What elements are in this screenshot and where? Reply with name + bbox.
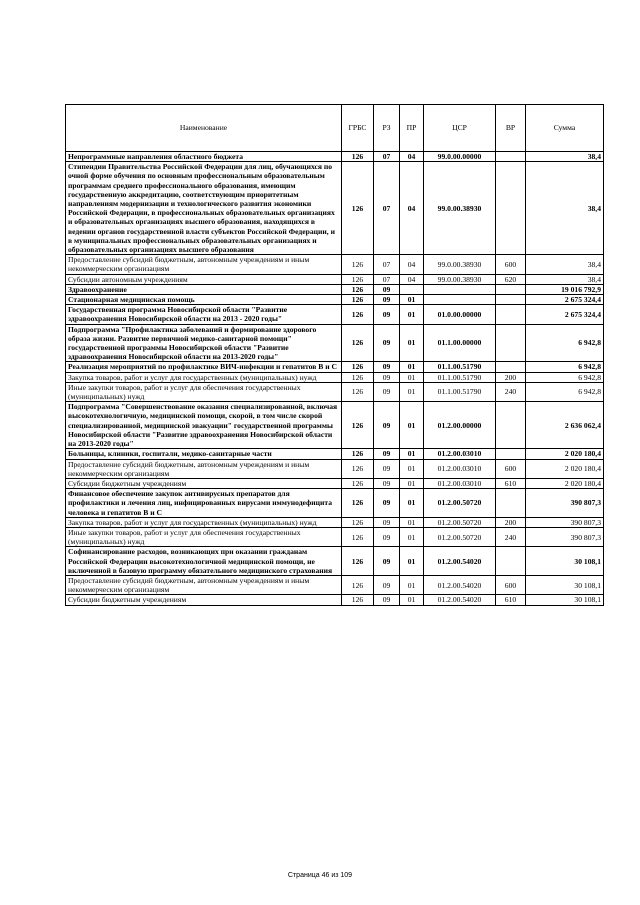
table-row [66, 274, 604, 284]
table-row [66, 478, 604, 488]
row-rz-cell: 09 [374, 402, 400, 449]
page-number: Страница 46 из 109 [287, 872, 353, 879]
table-row [66, 459, 604, 478]
row-pr-cell: 01 [400, 595, 424, 605]
row-sum-cell: 390 807,3 [526, 489, 604, 518]
row-vr-cell [496, 305, 526, 324]
row-pr-cell: 01 [400, 449, 424, 459]
row-grbs-cell: 126 [342, 362, 374, 372]
row-sum-cell: 2 636 062,4 [526, 402, 604, 449]
row-csr-cell: 99.0.00.00000 [424, 152, 496, 162]
table-row [66, 402, 604, 449]
row-rz-cell: 07 [374, 162, 400, 255]
row-sum-cell: 2 675 324,4 [526, 305, 604, 324]
row-pr-cell: 04 [400, 255, 424, 274]
row-rz-cell: 09 [374, 372, 400, 382]
header-sum: Сумма [526, 105, 604, 152]
row-pr-cell: 01 [400, 459, 424, 478]
budget-table [65, 104, 604, 606]
row-grbs-cell: 126 [342, 324, 374, 362]
row-vr-cell: 600 [496, 575, 526, 594]
table-row [66, 382, 604, 401]
row-rz-cell: 07 [374, 152, 400, 162]
row-name-cell: Софинансирование расходов, возникающих при оказании гражданам Российской Федерации высокотехнологичной медицинской помощи, не включенной в базовую программу обязательного медицинского страхования [66, 547, 342, 576]
row-name-cell: Субсидии автономным учреждениям [66, 274, 342, 284]
table-row [66, 575, 604, 594]
row-csr-cell: 99.0.00.38930 [424, 255, 496, 274]
row-csr-cell: 01.1.00.51790 [424, 372, 496, 382]
row-rz-cell: 09 [374, 295, 400, 305]
row-pr-cell: 01 [400, 305, 424, 324]
row-sum-cell: 30 108,1 [526, 595, 604, 605]
row-sum-cell: 2 020 180,4 [526, 449, 604, 459]
table-row [66, 449, 604, 459]
row-grbs-cell: 126 [342, 152, 374, 162]
row-name-cell: Иные закупки товаров, работ и услуг для обеспечения государственных (муниципальных) нужд [66, 382, 342, 401]
row-sum-cell: 390 807,3 [526, 527, 604, 546]
row-csr-cell: 01.2.00.54020 [424, 575, 496, 594]
row-name-cell: Субсидии бюджетным учреждениям [66, 478, 342, 488]
row-grbs-cell: 126 [342, 575, 374, 594]
row-csr-cell: 01.2.00.03010 [424, 459, 496, 478]
row-vr-cell: 610 [496, 478, 526, 488]
row-csr-cell: 01.1.00.51790 [424, 382, 496, 401]
row-name-cell: Предоставление субсидий бюджетным, автономным учреждениям и иным некоммерческим организациям [66, 575, 342, 594]
row-grbs-cell: 126 [342, 305, 374, 324]
row-rz-cell: 09 [374, 459, 400, 478]
row-vr-cell [496, 547, 526, 576]
row-sum-cell: 19 016 792,9 [526, 284, 604, 294]
row-rz-cell: 09 [374, 324, 400, 362]
row-csr-cell: 01.2.00.50720 [424, 489, 496, 518]
row-sum-cell: 30 108,1 [526, 547, 604, 576]
row-name-cell: Предоставление субсидий бюджетным, автономным учреждениям и иным некоммерческим организациям [66, 459, 342, 478]
row-name-cell: Стационарная медицинская помощь [66, 295, 342, 305]
table-row [66, 372, 604, 382]
row-sum-cell: 390 807,3 [526, 517, 604, 527]
table-row [66, 527, 604, 546]
row-vr-cell: 200 [496, 517, 526, 527]
row-vr-cell: 240 [496, 382, 526, 401]
row-csr-cell: 01.2.00.03010 [424, 478, 496, 488]
table-row [66, 489, 604, 518]
header-name: Наименование [66, 105, 342, 152]
row-vr-cell [496, 162, 526, 255]
header-grbs: ГРБС [342, 105, 374, 152]
row-csr-cell: 99.0.00.38930 [424, 162, 496, 255]
row-name-cell: Субсидии бюджетным учреждениям [66, 595, 342, 605]
row-name-cell: Подпрограмма "Профилактика заболеваний и формирование здорового образа жизни. Развитие первичной медико-санитарной помощи" государственной программы Новосибирской области "Развитие здравоохранения Новосибирской области на 2013-2020 годы" [66, 324, 342, 362]
header-rz: РЗ [374, 105, 400, 152]
row-csr-cell: 01.2.00.50720 [424, 517, 496, 527]
row-sum-cell: 6 942,8 [526, 324, 604, 362]
table-row [66, 547, 604, 576]
row-vr-cell [496, 295, 526, 305]
row-sum-cell: 2 675 324,4 [526, 295, 604, 305]
row-name-cell: Финансовое обеспечение закупок антивирусных препаратов для профилактики и лечения лиц, инфицированных вирусами иммунодефицита человека и гепатитов В и С [66, 489, 342, 518]
row-pr-cell: 01 [400, 527, 424, 546]
row-sum-cell: 2 020 180,4 [526, 478, 604, 488]
row-pr-cell: 01 [400, 382, 424, 401]
row-csr-cell: 01.2.00.54020 [424, 595, 496, 605]
row-name-cell: Больницы, клиники, госпитали, медико-санитарные части [66, 449, 342, 459]
row-rz-cell: 09 [374, 449, 400, 459]
row-csr-cell: 01.1.00.00000 [424, 324, 496, 362]
row-sum-cell: 38,4 [526, 255, 604, 274]
row-pr-cell: 01 [400, 295, 424, 305]
row-csr-cell [424, 295, 496, 305]
table-row [66, 162, 604, 255]
row-rz-cell: 07 [374, 255, 400, 274]
row-grbs-cell: 126 [342, 478, 374, 488]
table-row [66, 295, 604, 305]
row-sum-cell: 38,4 [526, 162, 604, 255]
row-pr-cell: 01 [400, 402, 424, 449]
row-sum-cell: 30 108,1 [526, 575, 604, 594]
row-pr-cell: 01 [400, 575, 424, 594]
table-row [66, 517, 604, 527]
row-pr-cell: 01 [400, 372, 424, 382]
row-name-cell: Иные закупки товаров, работ и услуг для обеспечения государственных (муниципальных) нужд [66, 527, 342, 546]
row-name-cell: Реализация мероприятий по профилактике ВИЧ-инфекции и гепатитов В и С [66, 362, 342, 372]
row-pr-cell: 01 [400, 362, 424, 372]
table-header-row [66, 105, 604, 152]
row-grbs-cell: 126 [342, 372, 374, 382]
row-name-cell: Закупка товаров, работ и услуг для государственных (муниципальных) нужд [66, 372, 342, 382]
row-sum-cell: 38,4 [526, 152, 604, 162]
table-row [66, 305, 604, 324]
row-vr-cell: 610 [496, 595, 526, 605]
table-row [66, 595, 604, 605]
row-vr-cell: 600 [496, 255, 526, 274]
row-vr-cell [496, 402, 526, 449]
table-row [66, 255, 604, 274]
row-name-cell: Подпрограмма "Совершенствование оказания специализированной, включая высокотехнологичную, медицинской помощи, скорой, в том числе скорой специализированной, медицинской эвакуации" государственной программы Новосибирской области "Развитие здравоохранения Новосибирской области на 2013-2020 годы" [66, 402, 342, 449]
row-vr-cell [496, 152, 526, 162]
row-rz-cell: 09 [374, 527, 400, 546]
row-pr-cell: 01 [400, 324, 424, 362]
row-csr-cell [424, 284, 496, 294]
table-body [66, 152, 604, 606]
row-csr-cell: 01.2.00.00000 [424, 402, 496, 449]
row-rz-cell: 09 [374, 382, 400, 401]
table-row [66, 152, 604, 162]
row-name-cell: Здравоохранение [66, 284, 342, 294]
row-grbs-cell: 126 [342, 449, 374, 459]
row-name-cell: Стипендии Правительства Российской Федерации для лиц, обучающихся по очной форме обучения по основным профессиональным образовательным программам среднего профессионального образования, имеющим государственную аккредитацию, соответствующим приоритетным направлениям модернизации и технологического развития экономики Российской Федерации, в профессиональных образовательных организациях и образовательных организациях высшего образования, находящихся в ведении органов государственной власти субъектов Российской Федерации, и в муниципальных профессиональных образовательных организациях и образовательных организациях высшего образования [66, 162, 342, 255]
row-rz-cell: 09 [374, 478, 400, 488]
row-pr-cell: 01 [400, 478, 424, 488]
row-vr-cell [496, 489, 526, 518]
row-pr-cell: 01 [400, 547, 424, 576]
row-grbs-cell: 126 [342, 527, 374, 546]
table-row [66, 362, 604, 372]
row-name-cell: Государственная программа Новосибирской области "Развитие здравоохранения Новосибирской области на 2013 - 2020 годы" [66, 305, 342, 324]
row-sum-cell: 38,4 [526, 274, 604, 284]
row-grbs-cell: 126 [342, 382, 374, 401]
row-rz-cell: 09 [374, 284, 400, 294]
row-csr-cell: 01.2.00.54020 [424, 547, 496, 576]
row-name-cell: Предоставление субсидий бюджетным, автономным учреждениям и иным некоммерческим организациям [66, 255, 342, 274]
row-pr-cell: 04 [400, 162, 424, 255]
header-vr: ВР [496, 105, 526, 152]
row-vr-cell [496, 449, 526, 459]
row-pr-cell: 04 [400, 152, 424, 162]
row-sum-cell: 6 942,8 [526, 372, 604, 382]
row-pr-cell [400, 284, 424, 294]
row-vr-cell [496, 362, 526, 372]
row-csr-cell: 01.2.00.50720 [424, 527, 496, 546]
row-grbs-cell: 126 [342, 402, 374, 449]
row-grbs-cell: 126 [342, 517, 374, 527]
header-pr: ПР [400, 105, 424, 152]
row-pr-cell: 04 [400, 274, 424, 284]
header-csr: ЦСР [424, 105, 496, 152]
row-grbs-cell: 126 [342, 162, 374, 255]
row-csr-cell: 01.2.00.03010 [424, 449, 496, 459]
row-vr-cell [496, 324, 526, 362]
row-rz-cell: 09 [374, 362, 400, 372]
row-vr-cell: 200 [496, 372, 526, 382]
row-sum-cell: 6 942,8 [526, 382, 604, 401]
row-vr-cell: 240 [496, 527, 526, 546]
row-name-cell: Непрограммные направления областного бюджета [66, 152, 342, 162]
row-sum-cell: 6 942,8 [526, 362, 604, 372]
row-rz-cell: 09 [374, 595, 400, 605]
table-row [66, 324, 604, 362]
table-row [66, 284, 604, 294]
row-grbs-cell: 126 [342, 547, 374, 576]
row-grbs-cell: 126 [342, 489, 374, 518]
row-rz-cell: 09 [374, 547, 400, 576]
row-grbs-cell: 126 [342, 255, 374, 274]
row-grbs-cell: 126 [342, 284, 374, 294]
row-rz-cell: 09 [374, 489, 400, 518]
row-pr-cell: 01 [400, 517, 424, 527]
row-pr-cell: 01 [400, 489, 424, 518]
row-vr-cell: 620 [496, 274, 526, 284]
row-grbs-cell: 126 [342, 295, 374, 305]
row-rz-cell: 09 [374, 305, 400, 324]
row-rz-cell: 09 [374, 575, 400, 594]
row-vr-cell: 600 [496, 459, 526, 478]
row-rz-cell: 09 [374, 517, 400, 527]
row-grbs-cell: 126 [342, 459, 374, 478]
row-csr-cell: 01.1.00.51790 [424, 362, 496, 372]
row-name-cell: Закупка товаров, работ и услуг для государственных (муниципальных) нужд [66, 517, 342, 527]
row-sum-cell: 2 020 180,4 [526, 459, 604, 478]
row-vr-cell [496, 284, 526, 294]
row-grbs-cell: 126 [342, 274, 374, 284]
row-csr-cell: 01.0.00.00000 [424, 305, 496, 324]
row-rz-cell: 07 [374, 274, 400, 284]
row-grbs-cell: 126 [342, 595, 374, 605]
row-csr-cell: 99.0.00.38930 [424, 274, 496, 284]
